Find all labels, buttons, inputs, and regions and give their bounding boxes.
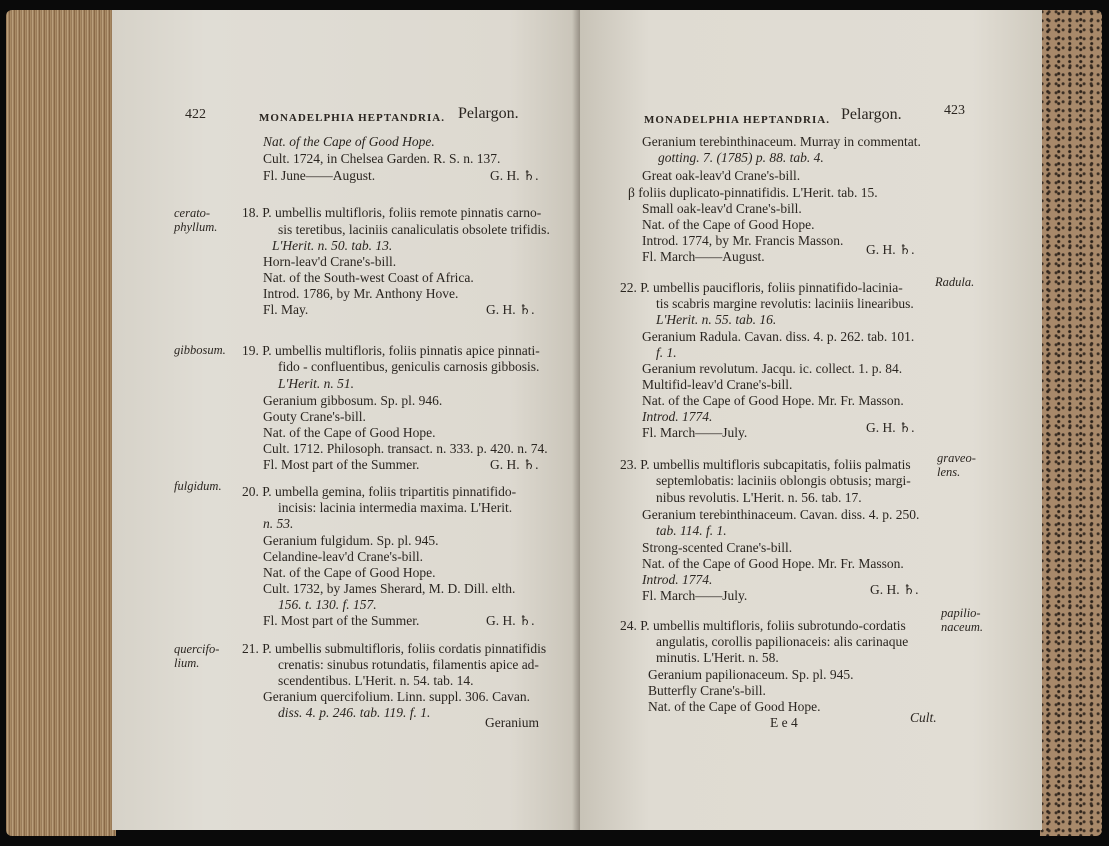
- text-line: Geranium Radula. Cavan. diss. 4. p. 262. tab. 101.: [642, 329, 915, 344]
- text-line: Cult. 1732, by James Sherard, M. D. Dill. elth.: [263, 581, 516, 596]
- margin-note: quercifo-: [174, 642, 220, 656]
- text-line: Introd. 1786, by Mr. Anthony Hove.: [263, 286, 459, 301]
- text-line: Horn-leav'd Crane's-bill.: [263, 254, 397, 269]
- margin-note: cerato-: [174, 206, 211, 220]
- running-header: MONADELPHIA HEPTANDRIA.: [259, 112, 445, 124]
- text-line: angulatis, corollis papilionaceis: alis carinaque: [656, 634, 909, 649]
- margin-note: lens.: [937, 465, 961, 479]
- text-line: 23. P. umbellis multifloris subcapitatis, foliis palmatis: [620, 457, 911, 472]
- page-number: 423: [944, 103, 965, 118]
- book-fore-edge-left: [6, 10, 116, 836]
- running-header-genus: Pelargon.: [458, 105, 519, 122]
- text-line: n. 53.: [263, 516, 294, 531]
- text-line: 19. P. umbellis multifloris, foliis pinnatis apice pinnati-: [242, 343, 540, 358]
- text-line: Geranium terebinthinaceum. Murray in commentat.: [642, 134, 921, 149]
- signature-mark: E e 4: [770, 715, 798, 730]
- text-line: fido - confluentibus, geniculis carnosis gibbosis.: [278, 359, 540, 374]
- text-line: gotting. 7. (1785) p. 88. tab. 4.: [658, 150, 824, 165]
- text-line: minutis. L'Herit. n. 58.: [656, 650, 779, 665]
- text-line: Geranium revolutum. Jacqu. ic. collect. 1. p. 84.: [642, 361, 903, 376]
- text-line: G. H. ♄.: [490, 168, 539, 183]
- text-line: 24. P. umbellis multifloris, foliis subrotundo-cordatis: [620, 618, 906, 633]
- text-line: scendentibus. L'Herit. n. 54. tab. 14.: [278, 673, 474, 688]
- book-fore-edge-right: [1040, 10, 1102, 836]
- text-line: Nat. of the Cape of Good Hope.: [642, 217, 815, 232]
- text-line: Geranium gibbosum. Sp. pl. 946.: [263, 393, 443, 408]
- text-line: Geranium terebinthinaceum. Cavan. diss. 4. p. 250.: [642, 507, 920, 522]
- text-line: G. H. ♄.: [866, 420, 915, 435]
- text-line: L'Herit. n. 50. tab. 13.: [272, 238, 393, 253]
- text-line: L'Herit. n. 55. tab. 16.: [656, 312, 777, 327]
- page-number: 422: [185, 107, 206, 122]
- text-line: Fl. March——August.: [642, 249, 765, 264]
- text-line: Fl. June——August.: [263, 168, 376, 183]
- text-line: G. H. ♄.: [486, 302, 535, 317]
- text-line: tab. 114. f. 1.: [656, 523, 727, 538]
- text-line: crenatis: sinubus rotundatis, filamentis apice ad-: [278, 657, 539, 672]
- text-line: nibus revolutis. L'Herit. n. 56. tab. 17.: [656, 490, 862, 505]
- text-line: Butterfly Crane's-bill.: [648, 683, 766, 698]
- catchword: Geranium: [485, 715, 539, 730]
- text-line: Nat. of the Cape of Good Hope.: [648, 699, 821, 714]
- text-line: f. 1.: [656, 345, 677, 360]
- text-line: G. H. ♄.: [866, 242, 915, 257]
- text-line: Small oak-leav'd Crane's-bill.: [642, 201, 802, 216]
- text-line: Nat. of the Cape of Good Hope. Mr. Fr. Masson.: [642, 393, 904, 408]
- text-line: Strong-scented Crane's-bill.: [642, 540, 793, 555]
- right-page: [580, 10, 1042, 830]
- margin-note: Radula.: [935, 275, 975, 289]
- text-line: 21. P. umbellis submultifloris, foliis cordatis pinnatifidis: [242, 641, 547, 656]
- text-line: 22. P. umbellis paucifloris, foliis pinnatifido-lacinia-: [620, 280, 903, 295]
- text-line: Great oak-leav'd Crane's-bill.: [642, 168, 801, 183]
- text-line: Cult. 1724, in Chelsea Garden. R. S. n. 137.: [263, 151, 501, 166]
- text-line: Nat. of the Cape of Good Hope.: [263, 425, 436, 440]
- text-line: septemlobatis: laciniis oblongis obtusis; margi-: [656, 473, 911, 488]
- margin-note: papilio-: [941, 606, 981, 620]
- text-line: G. H. ♄.: [870, 582, 919, 597]
- margin-note: lium.: [174, 656, 200, 670]
- text-line: Celandine-leav'd Crane's-bill.: [263, 549, 424, 564]
- text-line: β foliis duplicato-pinnatifidis. L'Herit. tab. 15.: [628, 185, 878, 200]
- text-line: G. H. ♄.: [490, 457, 539, 472]
- text-line: Nat. of the Cape of Good Hope.: [263, 134, 435, 149]
- text-line: incisis: lacinia intermedia maxima. L'Herit.: [278, 500, 513, 515]
- margin-note: fulgidum.: [174, 479, 222, 493]
- text-line: Geranium papilionaceum. Sp. pl. 945.: [648, 667, 854, 682]
- text-line: Cult. 1712. Philosoph. transact. n. 333. p. 420. n. 74.: [263, 441, 548, 456]
- catchword: Cult.: [910, 710, 937, 725]
- text-line: sis teretibus, laciniis canaliculatis obsolete trifidis.: [278, 222, 550, 237]
- text-line: 20. P. umbella gemina, foliis tripartitis pinnatifido-: [242, 484, 517, 499]
- text-line: Fl. May.: [263, 302, 309, 317]
- text-line: Multifid-leav'd Crane's-bill.: [642, 377, 793, 392]
- text-line: Fl. Most part of the Summer.: [263, 457, 420, 472]
- text-line: L'Herit. n. 51.: [278, 376, 355, 391]
- text-line: Introd. 1774.: [642, 572, 713, 587]
- text-line: 156. t. 130. f. 157.: [278, 597, 377, 612]
- margin-note: graveo-: [937, 451, 976, 465]
- text-line: 18. P. umbellis multifloris, foliis remote pinnatis carno-: [242, 205, 542, 220]
- text-line: Geranium fulgidum. Sp. pl. 945.: [263, 533, 439, 548]
- left-page: [112, 10, 580, 830]
- text-line: Introd. 1774, by Mr. Francis Masson.: [642, 233, 844, 248]
- text-line: Geranium quercifolium. Linn. suppl. 306. Cavan.: [263, 689, 530, 704]
- text-line: Fl. March——July.: [642, 588, 748, 603]
- text-line: Introd. 1774.: [642, 409, 713, 424]
- margin-note: phyllum.: [174, 220, 218, 234]
- text-line: Fl. March——July.: [642, 425, 748, 440]
- text-line: Gouty Crane's-bill.: [263, 409, 366, 424]
- text-line: G. H. ♄.: [486, 613, 535, 628]
- text-line: Fl. Most part of the Summer.: [263, 613, 420, 628]
- running-header: MONADELPHIA HEPTANDRIA.: [644, 114, 830, 126]
- text-line: diss. 4. p. 246. tab. 119. f. 1.: [278, 705, 431, 720]
- margin-note: naceum.: [941, 620, 983, 634]
- running-header-genus: Pelargon.: [841, 106, 902, 123]
- text-line: Nat. of the South-west Coast of Africa.: [263, 270, 474, 285]
- text-line: tis scabris margine revolutis: laciniis linearibus.: [656, 296, 914, 311]
- text-line: Nat. of the Cape of Good Hope. Mr. Fr. Masson.: [642, 556, 904, 571]
- margin-note: gibbosum.: [174, 343, 226, 357]
- text-line: Nat. of the Cape of Good Hope.: [263, 565, 436, 580]
